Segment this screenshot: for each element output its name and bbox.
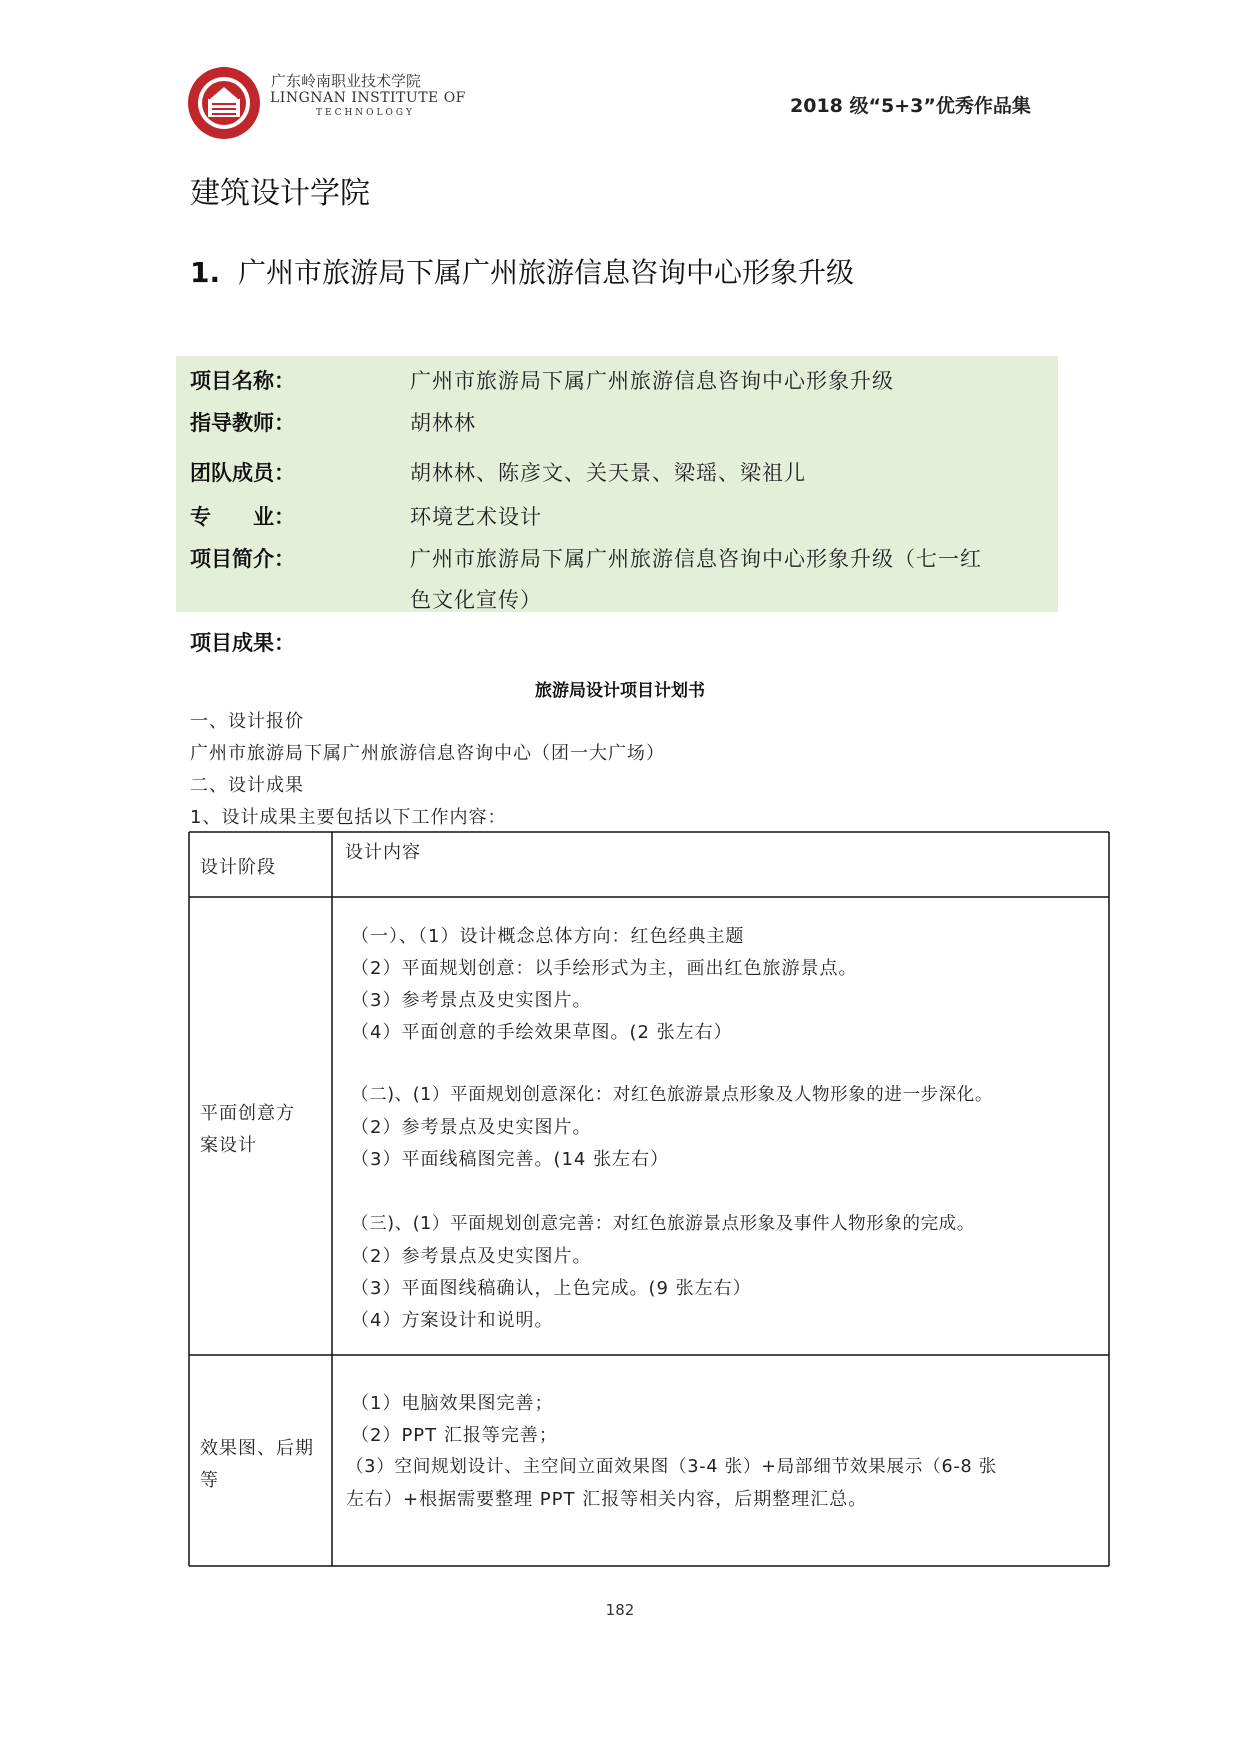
institute-name-en-2: TECHNOLOGY bbox=[316, 108, 415, 118]
result-label: 项目成果： bbox=[190, 631, 295, 655]
table-row-content-line: （3）平面线稿图完善。(14 张左右） bbox=[351, 1149, 670, 1170]
collection-title: 2018 级“5+3”优秀作品集 bbox=[790, 95, 1031, 117]
table-row-stage: 案设计 bbox=[200, 1135, 257, 1156]
table-row-content-line: 左右）+根据需要整理 PPT 汇报等相关内容，后期整理汇总。 bbox=[346, 1489, 868, 1510]
table-row-content-line: （3）参考景点及史实图片。 bbox=[351, 990, 592, 1011]
plan-line: 1、设计成果主要包括以下工作内容： bbox=[190, 807, 507, 828]
teacher-value: 胡林林 bbox=[410, 411, 476, 435]
plan-line: 广州市旅游局下属广州旅游信息咨询中心（团一大广场） bbox=[190, 743, 665, 764]
project-name-value: 广州市旅游局下属广州旅游信息咨询中心形象升级 bbox=[410, 369, 894, 393]
major-label: 专 业： bbox=[190, 505, 295, 529]
table-row-stage: 平面创意方 bbox=[200, 1103, 295, 1124]
institute-name-cn: 广东岭南职业技术学院 bbox=[271, 72, 422, 90]
plan-line: 一、设计报价 bbox=[190, 711, 304, 732]
table-row-content-line: （三)、(1）平面规划创意完善：对红色旅游景点形象及事件人物形象的完成。 bbox=[351, 1214, 975, 1234]
table-row-content-line: （4）平面创意的手绘效果草图。(2 张左右） bbox=[351, 1022, 733, 1043]
plan-line: 二、设计成果 bbox=[190, 775, 304, 796]
table-header-content: 设计内容 bbox=[345, 842, 421, 863]
project-number: 1. bbox=[190, 256, 221, 289]
table-row-stage: 等 bbox=[200, 1470, 219, 1491]
table-row-content-line: （1）电脑效果图完善； bbox=[351, 1393, 554, 1414]
teacher-label: 指导教师： bbox=[190, 411, 295, 435]
table-row-content-line: （2）PPT 汇报等完善； bbox=[351, 1425, 558, 1446]
project-name-label: 项目名称： bbox=[190, 369, 295, 393]
table-header-stage: 设计阶段 bbox=[200, 857, 276, 878]
plan-title: 旅游局设计项目计划书 bbox=[535, 681, 705, 701]
college-heading: 建筑设计学院 bbox=[190, 176, 370, 211]
table-row-content-line: （4）方案设计和说明。 bbox=[351, 1310, 554, 1331]
intro-value-line1: 广州市旅游局下属广州旅游信息咨询中心形象升级（七一红 bbox=[410, 547, 982, 571]
major-value: 环境艺术设计 bbox=[410, 505, 542, 529]
table-row-content-line: （2）参考景点及史实图片。 bbox=[351, 1117, 592, 1138]
table-row-content-line: （一）、（1）设计概念总体方向：红色经典主题 bbox=[351, 926, 745, 947]
members-value: 胡林林、陈彦文、关天景、梁瑶、梁祖儿 bbox=[410, 461, 806, 485]
intro-label: 项目简介： bbox=[190, 547, 295, 571]
table-row-content-line: （二)、(1）平面规划创意深化：对红色旅游景点形象及人物形象的进一步深化。 bbox=[351, 1085, 993, 1105]
table-row-stage: 效果图、后期 bbox=[200, 1438, 314, 1459]
table-row-content-line: （3）空间规划设计、主空间立面效果图（3-4 张）+局部细节效果展示（6-8 张 bbox=[346, 1457, 998, 1477]
members-label: 团队成员： bbox=[190, 461, 295, 485]
table-row-content-line: （2）平面规划创意：以手绘形式为主，画出红色旅游景点。 bbox=[351, 958, 858, 979]
intro-value-line2: 色文化宣传） bbox=[410, 588, 542, 612]
page-number: 182 bbox=[605, 1601, 635, 1619]
institute-name-en: LINGNAN INSTITUTE OF bbox=[270, 90, 466, 106]
table-row-content-line: （2）参考景点及史实图片。 bbox=[351, 1246, 592, 1267]
project-title: 广州市旅游局下属广州旅游信息咨询中心形象升级 bbox=[238, 256, 855, 289]
table-row-content-line: （3）平面图线稿确认，上色完成。(9 张左右） bbox=[351, 1278, 752, 1299]
